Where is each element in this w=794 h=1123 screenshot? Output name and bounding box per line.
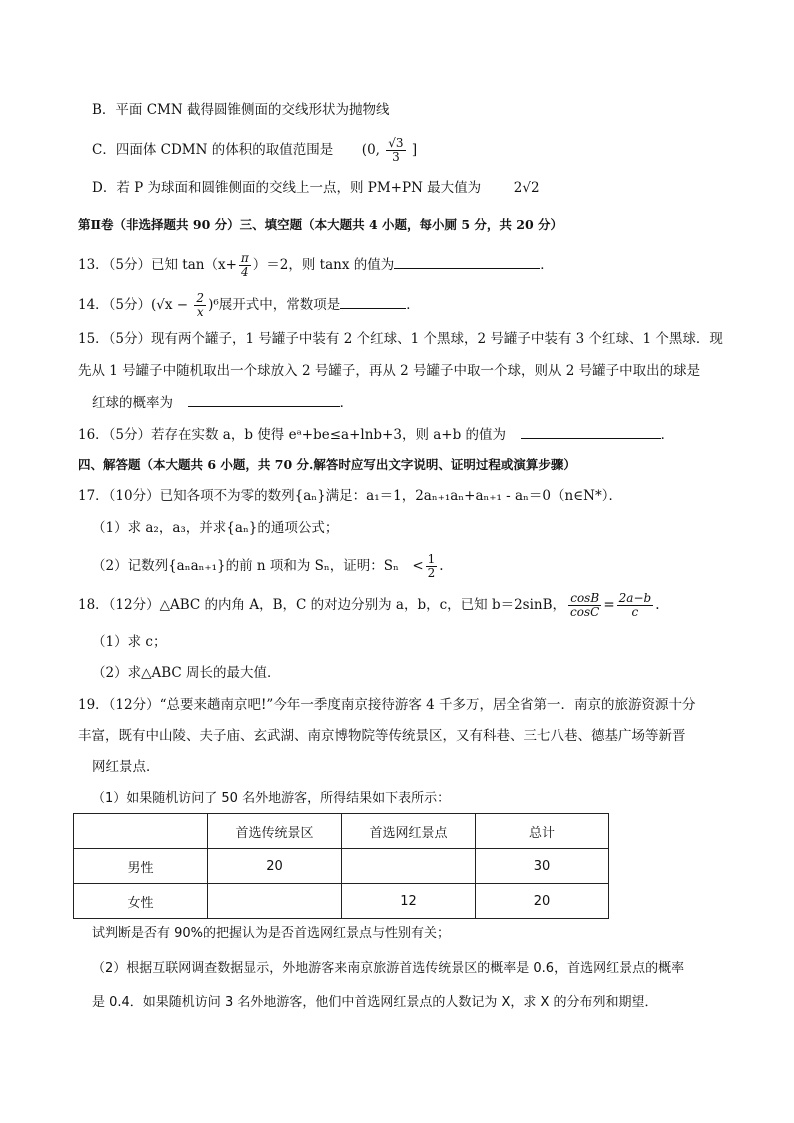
question-15-line-3 — [92, 392, 353, 413]
option-c-fraction — [386, 137, 405, 164]
q14-answer-blank[interactable] — [340, 294, 406, 309]
table-cell — [342, 849, 476, 884]
question-15-line-2: 先从 1 号罐子中随机取出一个球放入 2 号罐子，再从 2 号罐子中取一个球，则从 2 号罐子中取出的球是 — [78, 363, 701, 379]
question-18-part-1: （1）求 c； — [92, 634, 167, 650]
q17-num: 1 — [427, 552, 436, 566]
section-2-heading: 第Ⅱ卷（非选择题共 90 分）三、填空题（本大题共 4 小题，每小厕 5 分，共 20 分） — [78, 217, 564, 232]
q14-expr-open: (√x − — [151, 297, 193, 313]
question-17-part-1: （1）求 a₂，a₃，并求{aₙ}的通项公式； — [92, 520, 339, 536]
q14-suffix: 展开式中，常数项是 — [218, 297, 341, 313]
table-header-cell: 总计 — [476, 814, 609, 849]
section-4-heading: 四、解答题（本大题共 6 小题，共 70 分.解答时应写出文字说明、证明过程或演算步骤） — [78, 457, 576, 472]
q18-eq: = — [603, 597, 615, 613]
q14-fraction — [194, 292, 206, 319]
table-cell: 女性 — [74, 884, 208, 919]
option-c — [92, 137, 417, 164]
question-19-line-3: 网红景点． — [92, 759, 160, 775]
q18-fraction-1 — [568, 592, 601, 619]
q17-part2-prefix: （2）记数列{aₙaₙ₊₁}的前 n 项和为 Sₙ，证明：Sₙ < — [92, 558, 424, 574]
table-cell: 30 — [476, 849, 609, 884]
q18-f2-num: 2a−b — [618, 591, 652, 605]
table-cell: 12 — [342, 884, 476, 919]
q18-stem-prefix: 18．（12分）△ABC 的内角 A，B，C 的对边分别为 a，b，c，已知 b＝2sinB， — [78, 597, 567, 613]
option-c-text: C．四面体 CDMN 的体积的取值范围是 — [92, 142, 334, 158]
q15-answer-blank[interactable] — [188, 392, 340, 407]
q14-num: 2 — [196, 291, 205, 305]
question-17-stem: 17．（10分）已知各项不为零的数列{aₙ}满足：a₁＝1，2aₙ₊₁aₙ+aₙ₊₁ - aₙ＝0（n∈N*）． — [78, 488, 622, 504]
table-cell — [208, 884, 342, 919]
option-c-fraction-num: √3 — [388, 136, 404, 150]
question-19-after-table: 试判断是否有 90%的把握认为是否首选网红景点与性别有关； — [92, 926, 451, 941]
question-18-stem — [78, 592, 659, 619]
q13-num: π — [240, 251, 249, 265]
table-cell: 男性 — [74, 849, 208, 884]
q15-end: ． — [339, 395, 354, 411]
option-c-interval-open: (0, — [361, 142, 380, 158]
q18-f2-den: c — [631, 605, 639, 619]
q13-den: 4 — [241, 265, 249, 279]
table-header-cell: 首选传统景区 — [208, 814, 342, 849]
table-row — [74, 884, 609, 919]
q14-end: ． — [406, 297, 420, 313]
option-d-value: 2√2 — [513, 180, 540, 196]
option-d-text: D．若 P 为球面和圆锥侧面的交线上一点，则 PM+PN 最大值为 — [92, 180, 482, 196]
option-c-fraction-den: 3 — [392, 150, 400, 164]
q14-expr-close: )⁶ — [208, 297, 219, 313]
q13-fraction — [239, 252, 251, 279]
question-19-line-2: 丰富，既有中山陵、夫子庙、玄武湖、南京博物院等传统景区，又有科巷、三七八巷、德基广场等新晋 — [78, 728, 686, 744]
question-19-part-2-line-1: （2）根据互联网调查数据显示，外地游客来南京旅游首选传统景区的概率是 0.6，首选网红景点的概率 — [92, 961, 685, 976]
q18-stem-end: . — [655, 597, 660, 613]
option-d — [92, 178, 540, 198]
survey-table — [73, 813, 609, 919]
q13-answer-blank[interactable] — [394, 254, 540, 269]
q14-prefix: 14．（5分） — [78, 297, 152, 313]
q18-f1-num: cosB — [568, 592, 601, 606]
option-b: B．平面 CMN 截得圆锥侧面的交线形状为抛物线 — [92, 102, 390, 118]
q14-den: x — [196, 305, 204, 319]
question-14 — [78, 292, 420, 319]
option-c-interval-close: ] — [411, 142, 418, 158]
q17-den: 2 — [427, 566, 436, 580]
question-19-part-1: （1）如果随机访问了 50 名外地游客，所得结果如下表所示： — [92, 791, 451, 806]
q13-prefix: 13．（5分）已知 tan（x+ — [78, 257, 237, 273]
q13-suffix: ）＝2，则 tanx 的值为 — [252, 257, 395, 273]
table-header-row — [74, 814, 609, 849]
q16-text: 16．（5分）若存在实数 a，b 使得 eᵃ+be≤a+lnb+3，则 a+b 的值为 — [78, 427, 507, 443]
table-header-cell: 首选网红景点 — [342, 814, 476, 849]
q13-end: ． — [540, 257, 554, 273]
q17-fraction — [426, 553, 438, 580]
question-18-part-2: （2）求△ABC 周长的最大值． — [92, 665, 281, 681]
question-13 — [78, 252, 554, 279]
question-19-part-2-line-2: 是 0.4．如果随机访问 3 名外地游客，他们中首选网红景点的人数记为 X，求 X 的分布列和期望． — [92, 995, 658, 1010]
question-19-line-1: 19．（12分）“总要来趟南京吧!”今年一季度南京接待游客 4 千多万，居全省第一．南京的旅游资源十分 — [78, 697, 696, 713]
q18-f1-den: cosC — [570, 605, 600, 619]
table-cell: 20 — [476, 884, 609, 919]
q17-part2-end: . — [439, 558, 444, 574]
q15-line3-text: 红球的概率为 — [92, 395, 173, 411]
question-16 — [78, 424, 674, 445]
question-15-line-1: 15．（5分）现有两个罐子，1 号罐子中装有 2 个红球、1 个黑球，2 号罐子中装有 3 个红球、1 个黑球．现 — [78, 331, 723, 347]
question-17-part-2 — [92, 553, 444, 580]
table-row — [74, 849, 609, 884]
q16-end: ． — [660, 427, 675, 443]
table-header-cell — [74, 814, 208, 849]
q18-fraction-2 — [617, 592, 654, 619]
q16-answer-blank[interactable] — [521, 424, 661, 439]
table-cell: 20 — [208, 849, 342, 884]
